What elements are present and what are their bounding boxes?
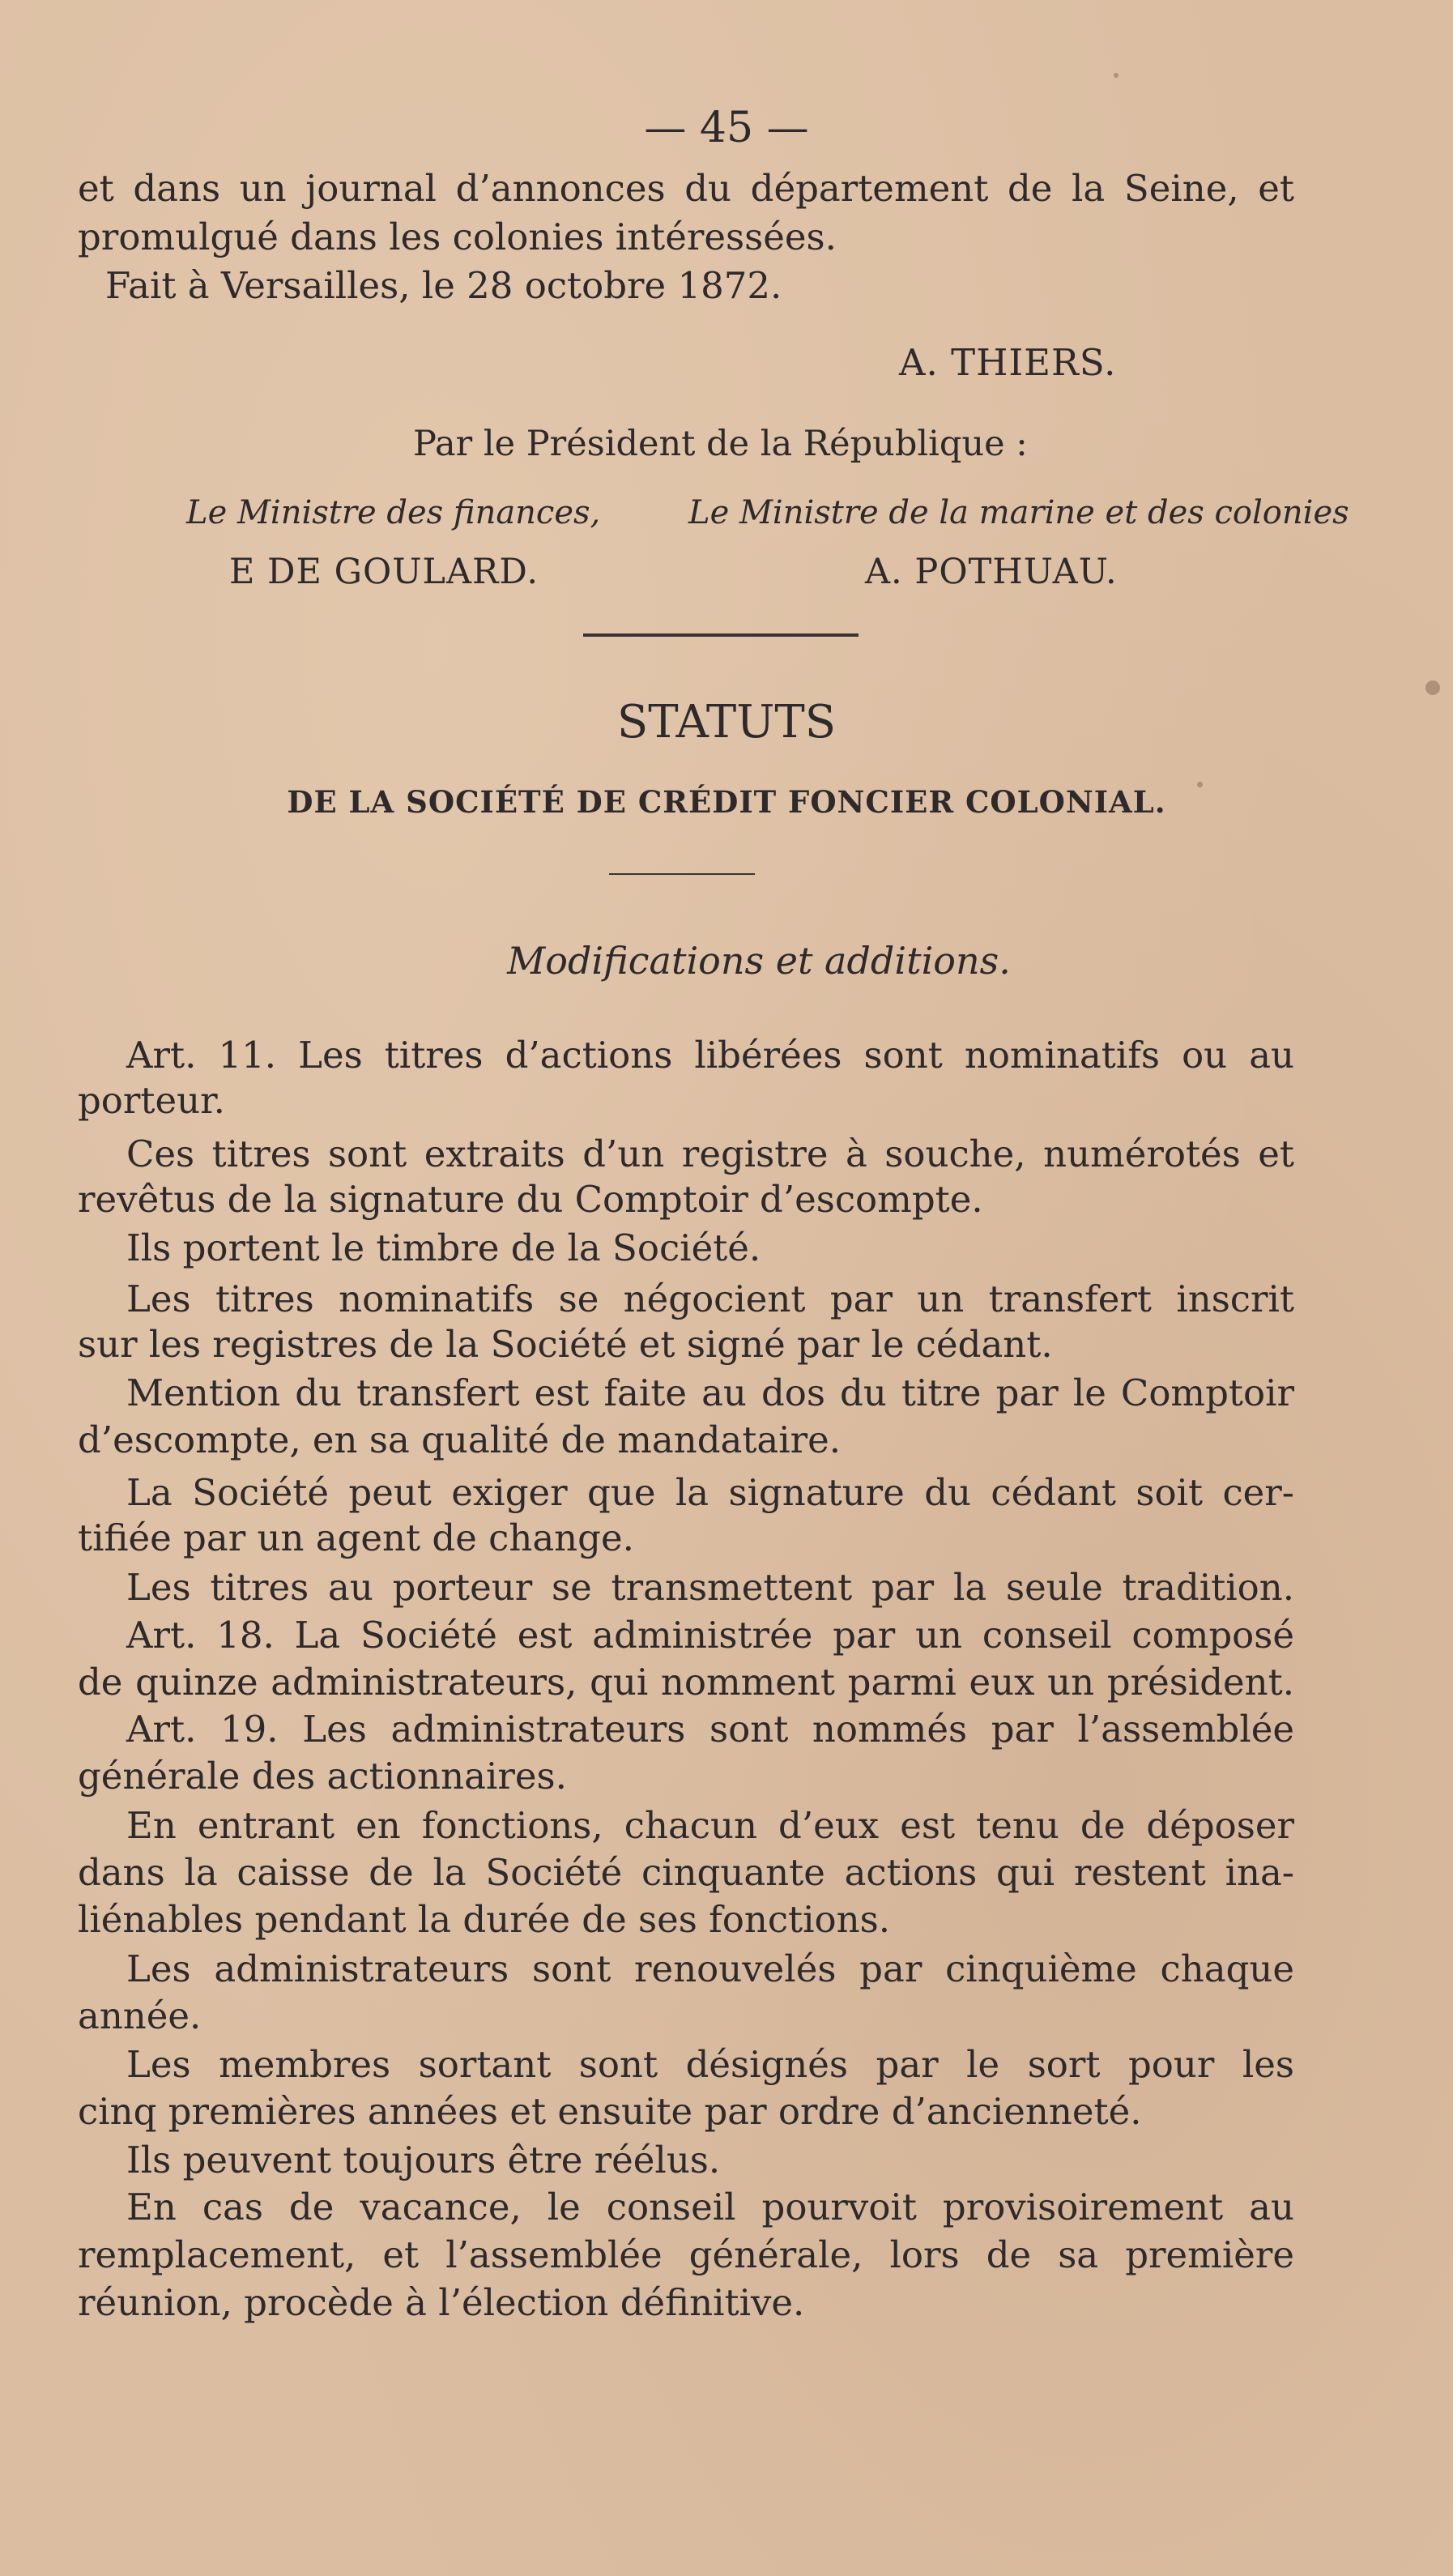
body-line: Les titres nominatifs se négocient par un transfert inscrit (126, 1277, 1294, 1320)
body-line: En entrant en fonctions, chacun d’eux est tenu de déposer (126, 1804, 1294, 1847)
body-line: En cas de vacance, le conseil pourvoit provisoirement au (126, 2186, 1294, 2228)
minister-marine-name: A. POTHUAU. (865, 552, 1118, 592)
body-line: revêtus de la signature du Comptoir d’escompte. (78, 1178, 983, 1221)
separator-rule (583, 633, 859, 637)
body-line: sur les registres de la Société et signé par le cédant. (78, 1323, 1053, 1366)
body-line: Les administrateurs sont renouvelés par cinquième chaque (126, 1947, 1294, 1990)
by-president-line: Par le Président de la République : (413, 424, 1028, 464)
body-line: Les membres sortant sont désignés par le sort pour les (126, 2043, 1294, 2086)
body-line: liénables pendant la durée de ses fonctions. (78, 1898, 891, 1941)
page-number: — 45 — (644, 104, 809, 152)
intro-line: et dans un journal d’annonces du département de la Seine, et (78, 167, 1294, 210)
body-line: Ils portent le timbre de la Société. (126, 1226, 761, 1269)
body-line: dans la caisse de la Société cinquante actions qui restent ina- (78, 1851, 1294, 1894)
minister-finances-name: E DE GOULARD. (229, 552, 539, 592)
body-line: d’escompte, en sa qualité de mandataire. (78, 1418, 842, 1461)
intro-line: promulgué dans les colonies intéressées. (78, 215, 837, 258)
body-line: Art. 11. Les titres d’actions libérées sont nominatifs ou au (126, 1034, 1294, 1077)
body-line: réunion, procède à l’élection définitive. (78, 2281, 805, 2324)
body-line: cinq premières années et ensuite par ordre d’ancienneté. (78, 2090, 1142, 2133)
body-line: Art. 19. Les administrateurs sont nommés par l’assemblée (126, 1708, 1294, 1751)
paper-speck (1425, 680, 1440, 695)
body-line: Ils peuvent toujours être réélus. (126, 2139, 721, 2181)
body-line: Art. 18. La Société est administrée par un conseil composé (126, 1614, 1294, 1657)
body-line: tifiée par un agent de change. (78, 1516, 634, 1559)
minister-finances-title: Le Ministre des finances, (186, 494, 601, 531)
dateline: Fait à Versailles, le 28 octobre 1872. (105, 264, 782, 307)
statuts-subtitle: DE LA SOCIÉTÉ DE CRÉDIT FONCIER COLONIAL. (287, 784, 1166, 820)
statuts-title: STATUTS (616, 696, 837, 748)
section-title: Modifications et additions. (507, 939, 1011, 983)
body-line: de quinze administrateurs, qui nomment parmi eux un président. (78, 1661, 1294, 1704)
body-line: remplacement, et l’assemblée générale, lors de sa première (78, 2233, 1294, 2276)
body-line: Ces titres sont extraits d’un registre à souche, numérotés et (126, 1132, 1294, 1175)
body-line: année. (78, 1994, 202, 2037)
body-line: générale des actionnaires. (78, 1755, 567, 1798)
body-line: La Société peut exiger que la signature du cédant soit cer- (126, 1471, 1294, 1514)
body-line: Mention du transfert est faite au dos du titre par le Comptoir (126, 1371, 1294, 1414)
body-line: porteur. (78, 1079, 225, 1122)
paper-speck (1114, 73, 1119, 78)
minister-marine-title: Le Ministre de la marine et des colonies (688, 494, 1349, 531)
short-rule (609, 873, 755, 875)
body-line: Les titres au porteur se transmettent par la seule tradition. (126, 1566, 1294, 1609)
signature-thiers: A. THIERS. (899, 341, 1117, 384)
